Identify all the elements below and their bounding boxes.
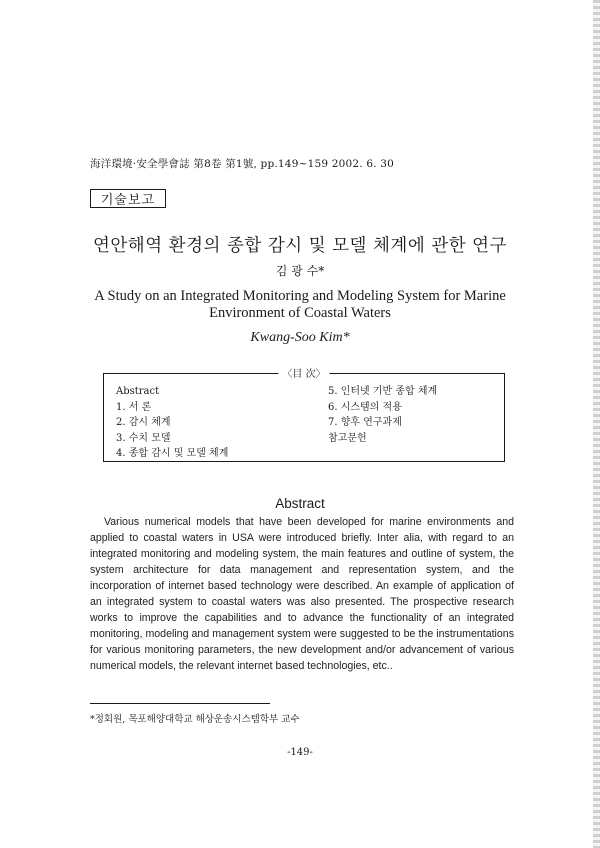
toc-item: 1. 서 론 <box>116 401 152 413</box>
toc-left-column <box>116 384 228 462</box>
toc-item: 3. 수치 모델 <box>116 432 171 444</box>
toc-item: 5. 인터넷 기반 종합 체계 <box>328 386 438 397</box>
abstract-body: Various numerical models that have been developed for marine environments and applied to coastal waters in USA were introduced briefly. Inter alia, with regard to an integrated monitoring and modeling system, the main features and outline of system, the system architecture for data management and representation system, and the incorporation of internet based technology were described. An example of application of an integrated system to coastal waters was also presented. The prospective research works to improve the capabilities and to advance the functionality of an integrated monitoring, modeling and management system were suggested to be the instrumentations for various monitoring parameters, the new development and/or advancement of various numerical models, the relevant internet based technologies, etc.. <box>90 516 514 672</box>
report-type-tag: 기술보고 <box>90 189 166 208</box>
title-english-line-1: A Study on an Integrated Monitoring and Modeling System for Marine <box>94 288 506 304</box>
page-number: -149- <box>287 747 313 758</box>
toc-item: 2. 감시 체계 <box>116 417 171 428</box>
author-korean: 김 광 수* <box>275 264 325 278</box>
toc-item: 참고문헌 <box>328 432 367 444</box>
toc-item: 7. 향후 연구과제 <box>328 417 402 428</box>
toc-item: 6. 시스템의 적용 <box>328 401 402 413</box>
toc-right-column <box>328 384 437 446</box>
footnote-divider <box>90 703 270 704</box>
title-english <box>0 288 600 322</box>
table-of-contents <box>103 369 505 462</box>
title-english-line-2: Environment of Coastal Waters <box>209 305 391 321</box>
page-edge <box>593 0 600 848</box>
journal-reference: 海洋環境·安全學會誌 第8卷 第1號, pp.149~159 2002. 6. 30 <box>90 158 395 170</box>
toc-item: 4. 종합 감시 및 모델 체계 <box>116 448 229 459</box>
abstract-heading: Abstract <box>275 496 325 511</box>
toc-heading: 〈目 次〉 <box>278 365 329 380</box>
author-affiliation-footnote: *정회원, 목포해양대학교 해상운송시스템학부 교수 <box>90 714 300 725</box>
toc-item: Abstract <box>116 386 160 397</box>
author-english: Kwang-Soo Kim* <box>250 330 350 345</box>
title-korean: 연안해역 환경의 종합 감시 및 모델 체계에 관한 연구 <box>92 236 507 256</box>
